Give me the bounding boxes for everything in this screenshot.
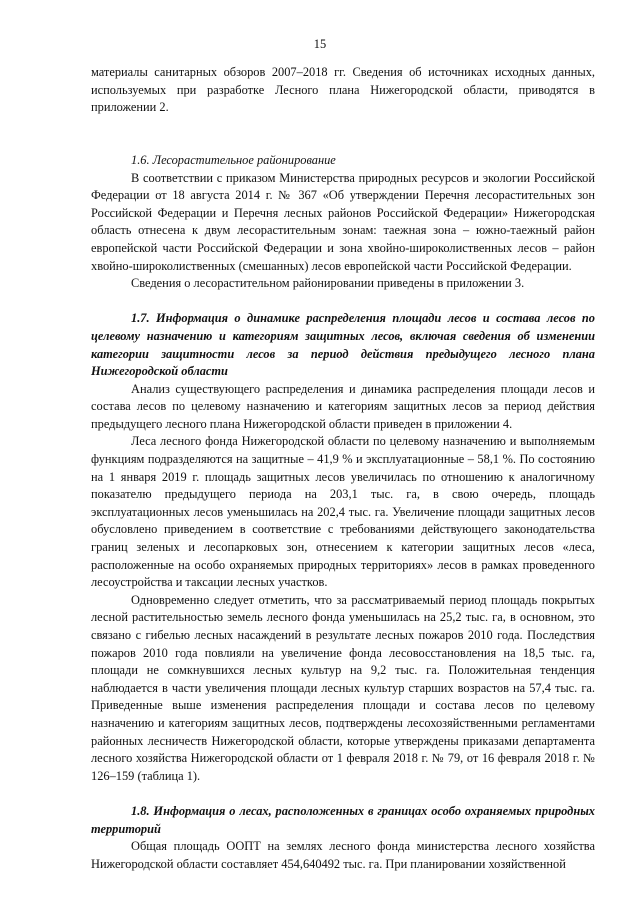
- section-1-8-heading: 1.8. Информация о лесах, расположенных в границах особо охраняемых природных территорий: [91, 803, 595, 836]
- section-1-8-paragraph-1: Общая площадь ООПТ на землях лесного фонда министерства лесного хозяйства Нижегородской области составляет 454,640492 тыс. га. При планировании хозяйственной: [91, 839, 595, 871]
- section-1-7-paragraph-1: Анализ существующего распределения и динамика распределения площади лесов и состава лесов по целевому назначению и категориям защитных лесов за период действия предыдущего лесного плана Нижегородской области приведен в приложении 4.: [91, 381, 595, 431]
- section-1-6-heading: 1.6. Лесорастительное районирование: [131, 152, 336, 167]
- section-1-7-paragraph-2: Леса лесного фонда Нижегородской области по целевому назначению и выполняемым функциям подразделяются на защитные – 41,9 % и эксплуатационные – 58,1 %. По состоянию на 1 января 2019 г. площадь защитных лесов увеличилась по отношению к аналогичному показателю предыдущего периода на 203,1 тыс. га, в свою очередь, площадь эксплуатационных лесов уменьшилась на 202,4 тыс. га. Увеличение площади защитных лесов обусловлено приведением в соответствие с требованиями действующего законодательства границ зеленых и лесопарковых зон, отнесением к категории защитных лесов «леса, расположенные на особо охраняемых природных территориях» лесов в рамках проведенного лесоустройства и таксации лесных участков.: [91, 434, 595, 590]
- section-1-7-paragraph-3: Одновременно следует отметить, что за рассматриваемый период площадь покрытых лесной растительностью земель лесного фонда уменьшилась на 25,2 тыс. га, в основном, это связано с гибелью лесных насаждений в результате лесных пожаров 2010 года. Последствия пожаров 2010 года повлияли на увеличение фонда лесовосстановления на 18,5 тыс. га, площади не сомкнувшихся лесных культур на 9,2 тыс. га. Положительная тенденция наблюдается в части увеличения площади лесных культур старших возрастов на 57,4 тыс. га. Приведенные выше изменения распределения площади и состава лесов по целевому назначению и категориям защитных лесов, подтверждены лесохозяйственными регламентами районных лесничеств Нижегородской области, которые утверждены приказами департамента лесного хозяйства Нижегородской области от 1 февраля 2018 г. № 79, от 16 февраля 2018 г. № 126–159 (таблица 1).: [91, 592, 595, 783]
- section-gap: [91, 785, 595, 803]
- section-gap: [91, 293, 595, 311]
- section-1-7-heading: 1.7. Информация о динамике распределения площади лесов и состава лесов по целевому назначению и категориям защитных лесов, включая сведения об изменении категории защитности лесов за период действия предыдущего лесного плана Нижегородской области: [91, 311, 595, 379]
- page-number: 15: [313, 37, 327, 51]
- section-gap: [91, 134, 595, 152]
- section-gap: [91, 117, 595, 135]
- section-1-6-paragraph-2: Сведения о лесорастительном районировании приведены в приложении 3.: [131, 276, 525, 291]
- section-1-6-paragraph-1: В соответствии с приказом Министерства природных ресурсов и экологии Российской Федерации от 18 августа 2014 г. № 367 «Об утверждении Перечня лесорастительных зон Российской Федерации и Перечня лесных районов Российской Федерации» Нижегородская область отнесена к двум лесорастительным зонам: таежная зона – южно-таежный район европейской части Российской Федерации и зона хвойно-широколиственных лесов – район хвойно-широколиственных (смешанных) лесов европейской части Российской Федерации.: [91, 170, 595, 273]
- intro-paragraph: материалы санитарных обзоров 2007–2018 гг. Сведения об источниках исходных данных, используемых при разработке Лесного плана Нижегородской области, приводятся в приложении 2.: [91, 65, 595, 115]
- page-content: [91, 64, 595, 873]
